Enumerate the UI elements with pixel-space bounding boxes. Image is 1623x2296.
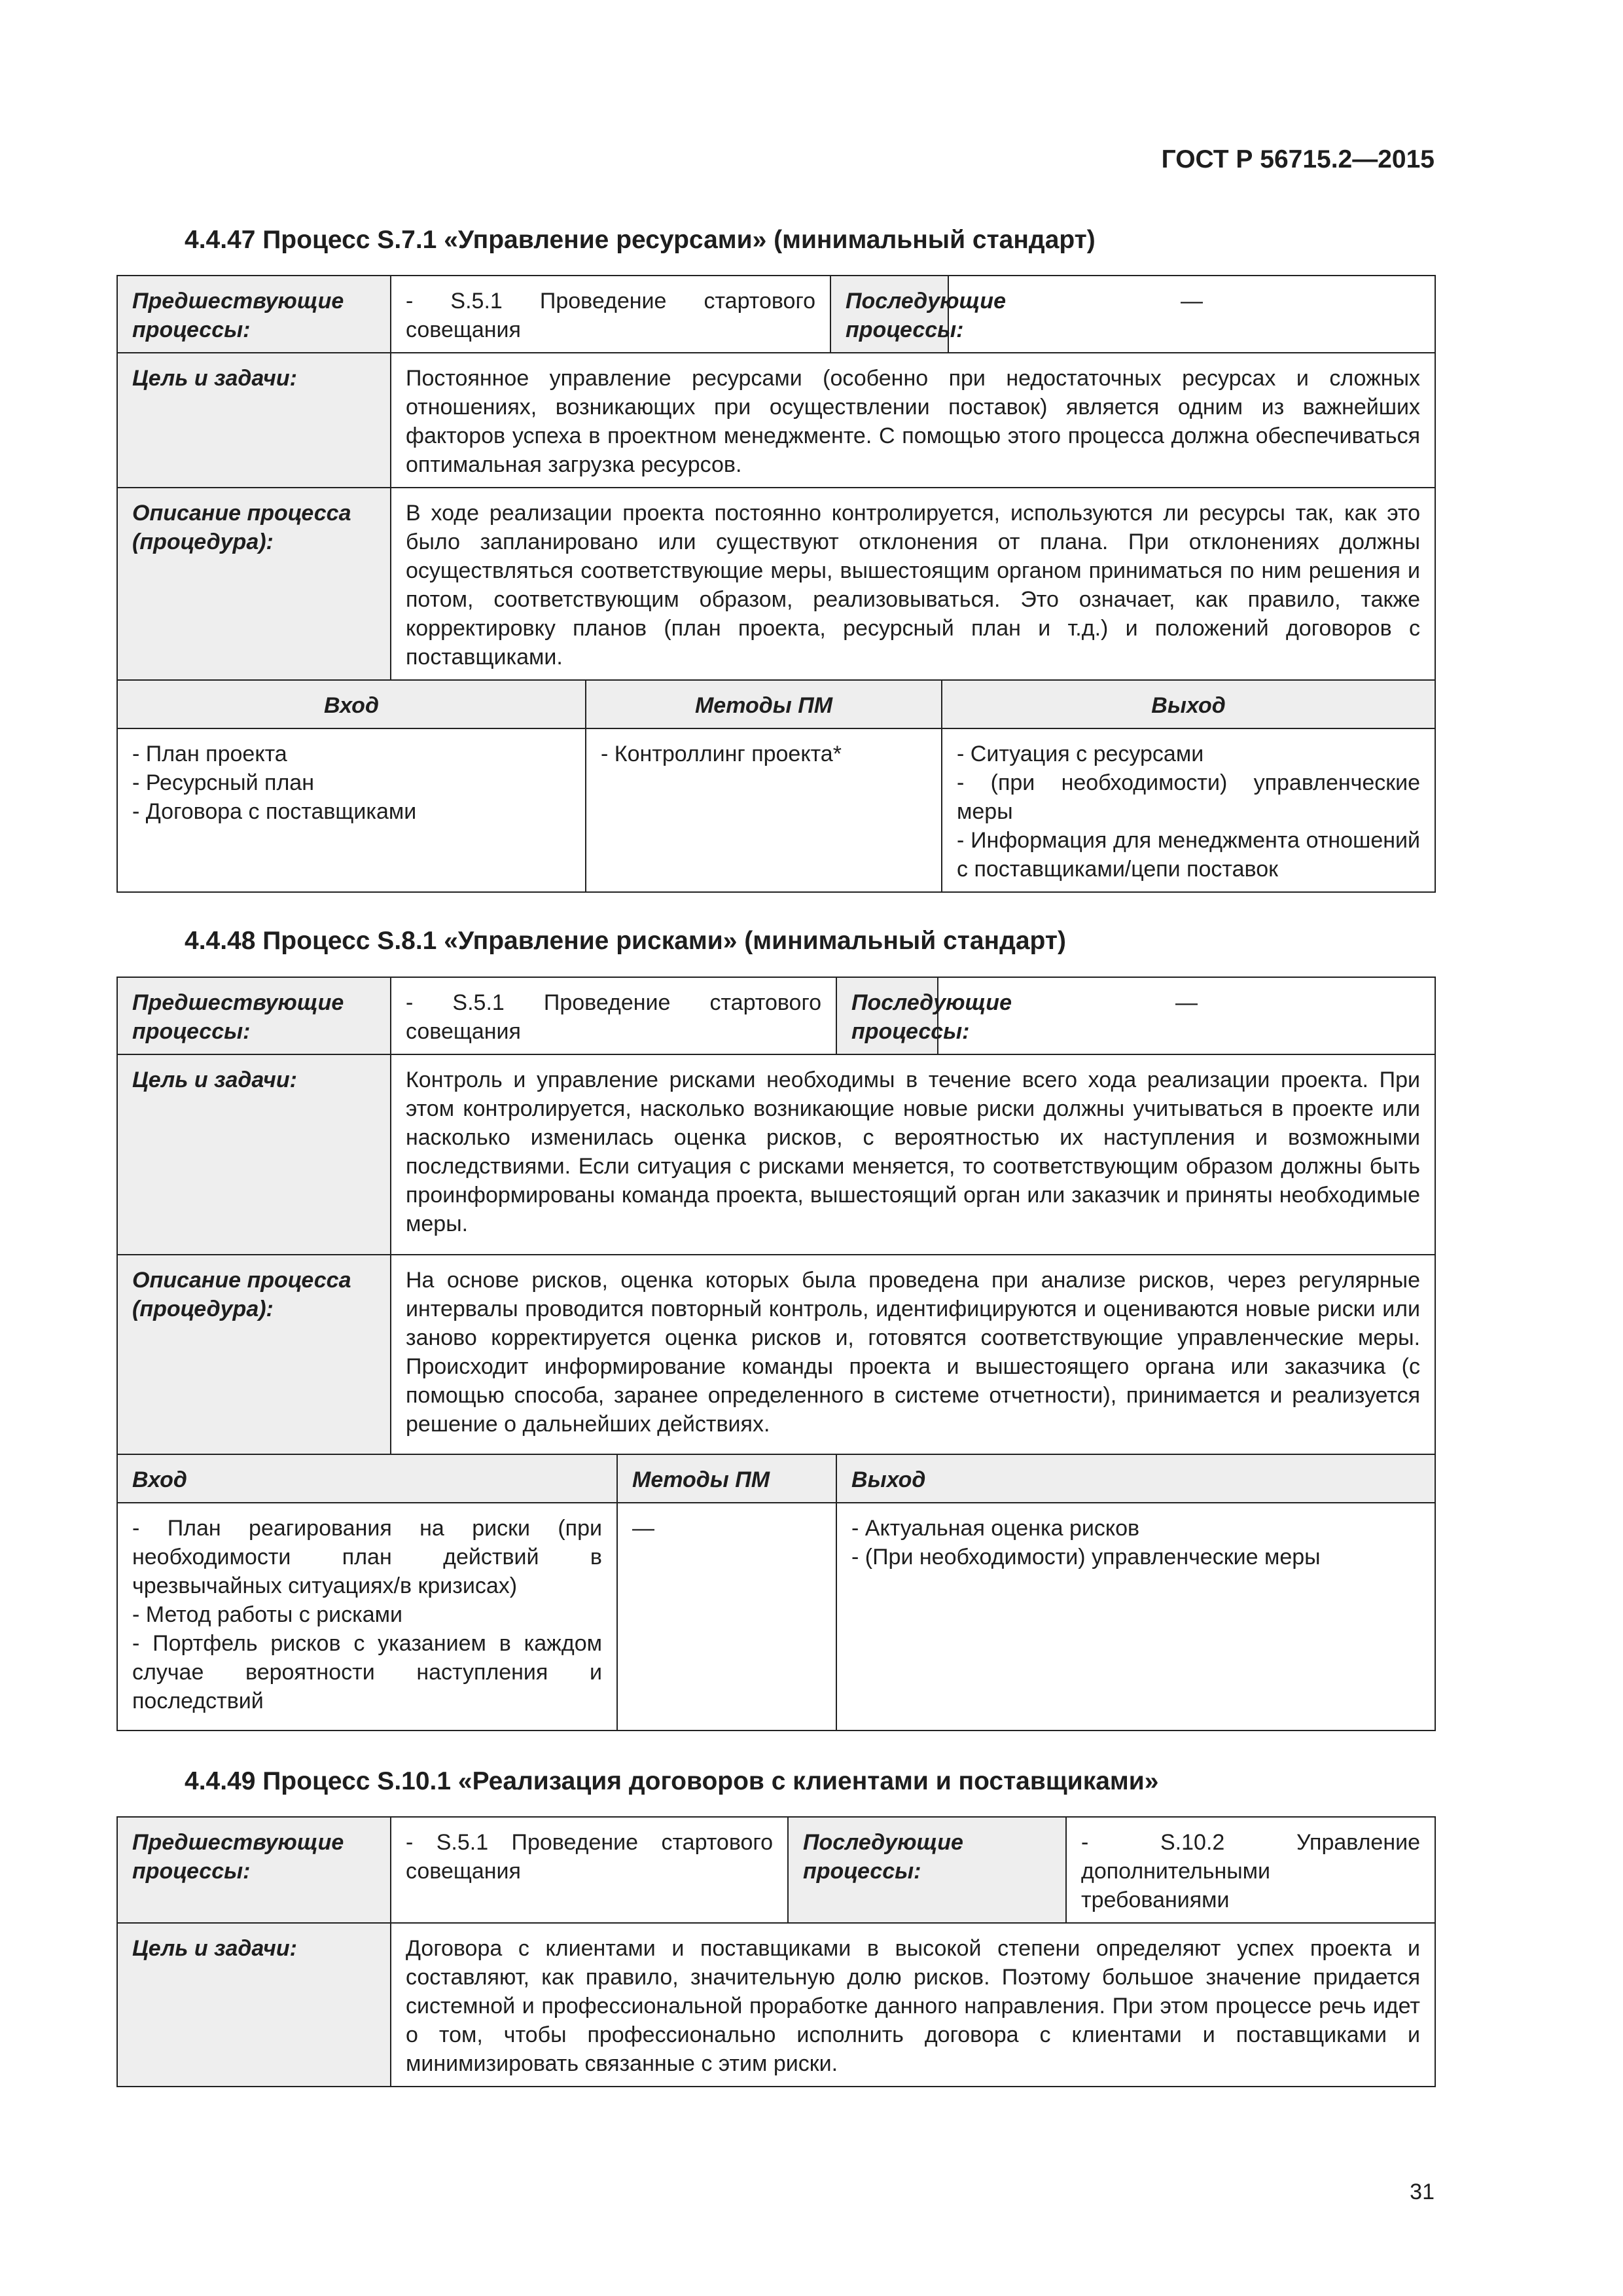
successors-label: Последующие процессы:: [836, 977, 938, 1054]
predecessors-value: - S.5.1 Проведение стартового совещания: [391, 1817, 788, 1923]
goal-text: Договора с клиентами и поставщиками в высокой степени определяют успех проекта и составляют, как правило, значительную долю рисков. Поэтому большое значение придается системной и профессиональной проработке данного направления. При этом процессе речь идет о том, чтобы профессионально исполнить договора с клиентами и поставщиками и минимизировать связанные с этим риски.: [391, 1923, 1435, 2087]
predecessors-label: Предшествующие процессы:: [117, 1817, 391, 1923]
inputs-cell: [117, 1503, 617, 1731]
methods-cell: [586, 728, 942, 892]
input-item: - План проекта: [132, 742, 287, 766]
output-item: - Информация для менеджмента отношений с поставщиками/цепи поставок: [957, 828, 1421, 882]
method-item: —: [632, 1516, 654, 1541]
input-item: - Ресурсный план: [132, 770, 314, 795]
method-item: - Контроллинг проекта*: [601, 742, 842, 766]
process-table-s7-1: [116, 275, 1436, 893]
input-item: - Метод работы с рисками: [132, 1602, 403, 1627]
methods-cell: [617, 1503, 836, 1731]
successors-label: Последующие процессы:: [788, 1817, 1066, 1923]
description-text: На основе рисков, оценка которых была проведена при анализе рисков, через регулярные интервалы проводится повторный контроль, идентифицируются и оцениваются новые риски или заново корректируется оценка рисков и, готовятся соответствующие управленческие меры. Происходит информирование команды проекта и вышестоящего органа или заказчика (с помощью способа, заранее определенного в системе отчетности), принимается и реализуется решение о дальнейших действиях.: [391, 1255, 1435, 1454]
page-number: 31: [1410, 2179, 1435, 2204]
process-table-s10-1: [116, 1816, 1436, 2087]
outputs-cell: [942, 728, 1435, 892]
input-item: - Договора с поставщиками: [132, 799, 417, 824]
goal-label: Цель и задачи:: [117, 1923, 391, 2087]
description-text: В ходе реализации проекта постоянно контролируется, используются ли ресурсы так, как это было запланировано или существуют отклонения от плана. При отклонениях должны осуществляться соответствующие меры, вышестоящим органом приниматься по ним решения и потом, соответствующим образом, реализовываться. Это означает, как правило, также корректировку планов (план проекта, ресурсный план и т.д.) и положений договоров с поставщиками.: [391, 488, 1435, 680]
input-header: Вход: [117, 1454, 617, 1503]
output-item: - Актуальная оценка рисков: [851, 1516, 1140, 1541]
process-table-s8-1: [116, 977, 1436, 1731]
predecessors-label: Предшествующие процессы:: [117, 977, 391, 1054]
goal-label: Цель и задачи:: [117, 1054, 391, 1255]
successors-value: —: [938, 977, 1435, 1054]
section-title: 4.4.49 Процесс S.10.1 «Реализация договоров с клиентами и поставщиками»: [185, 1767, 1159, 1795]
output-header: Выход: [942, 680, 1435, 728]
output-item: - (При необходимости) управленческие меры: [851, 1545, 1321, 1570]
description-label: Описание процесса (процедура):: [117, 1255, 391, 1454]
outputs-cell: [836, 1503, 1435, 1731]
output-header: Выход: [836, 1454, 1435, 1503]
section-title: 4.4.48 Процесс S.8.1 «Управление рисками» (минимальный стандарт): [185, 927, 1066, 955]
input-item: - План реагирования на риски (при необходимости план действий в чрезвычайных ситуациях/в кризисах): [132, 1516, 602, 1598]
predecessors-value: - S.5.1 Проведение стартового совещания: [391, 977, 836, 1054]
goal-text: Контроль и управление рисками необходимы в течение всего хода реализации проекта. При этом контролируется, насколько возникающие новые риски должны учитываться в проекте или насколько изменилась оценка рисков, с вероятностью их наступления и возможными последствиями. Если ситуация с рисками меняется, то соответствующим образом должны быть проинформированы команда проекта, вышестоящий орган или заказчик и приняты необходимые меры.: [391, 1054, 1435, 1255]
successors-value: —: [948, 276, 1435, 353]
goal-text: Постоянное управление ресурсами (особенно при недостаточных ресурсах и сложных отношениях, возникающих при осуществлении поставок) является одним из важнейших факторов успеха в проектном менеджменте. С помощью этого процесса должна обеспечиваться оптимальная загрузка ресурсов.: [391, 353, 1435, 488]
output-item: - Ситуация с ресурсами: [957, 742, 1204, 766]
successors-label: Последующие процессы:: [830, 276, 948, 353]
predecessors-label: Предшествующие процессы:: [117, 276, 391, 353]
goal-label: Цель и задачи:: [117, 353, 391, 488]
input-item: - Портфель рисков с указанием в каждом случае вероятности наступления и последствий: [132, 1631, 602, 1713]
methods-header: Методы ПМ: [617, 1454, 836, 1503]
document-code: ГОСТ Р 56715.2—2015: [1161, 145, 1435, 173]
description-label: Описание процесса (процедура):: [117, 488, 391, 680]
successors-value: - S.10.2 Управление дополнительными требованиями: [1066, 1817, 1435, 1923]
output-item: - (при необходимости) управленческие меры: [957, 770, 1421, 824]
methods-header: Методы ПМ: [586, 680, 942, 728]
predecessors-value: - S.5.1 Проведение стартового совещания: [391, 276, 830, 353]
inputs-cell: [117, 728, 586, 892]
section-title: 4.4.47 Процесс S.7.1 «Управление ресурсами» (минимальный стандарт): [185, 226, 1096, 254]
input-header: Вход: [117, 680, 586, 728]
